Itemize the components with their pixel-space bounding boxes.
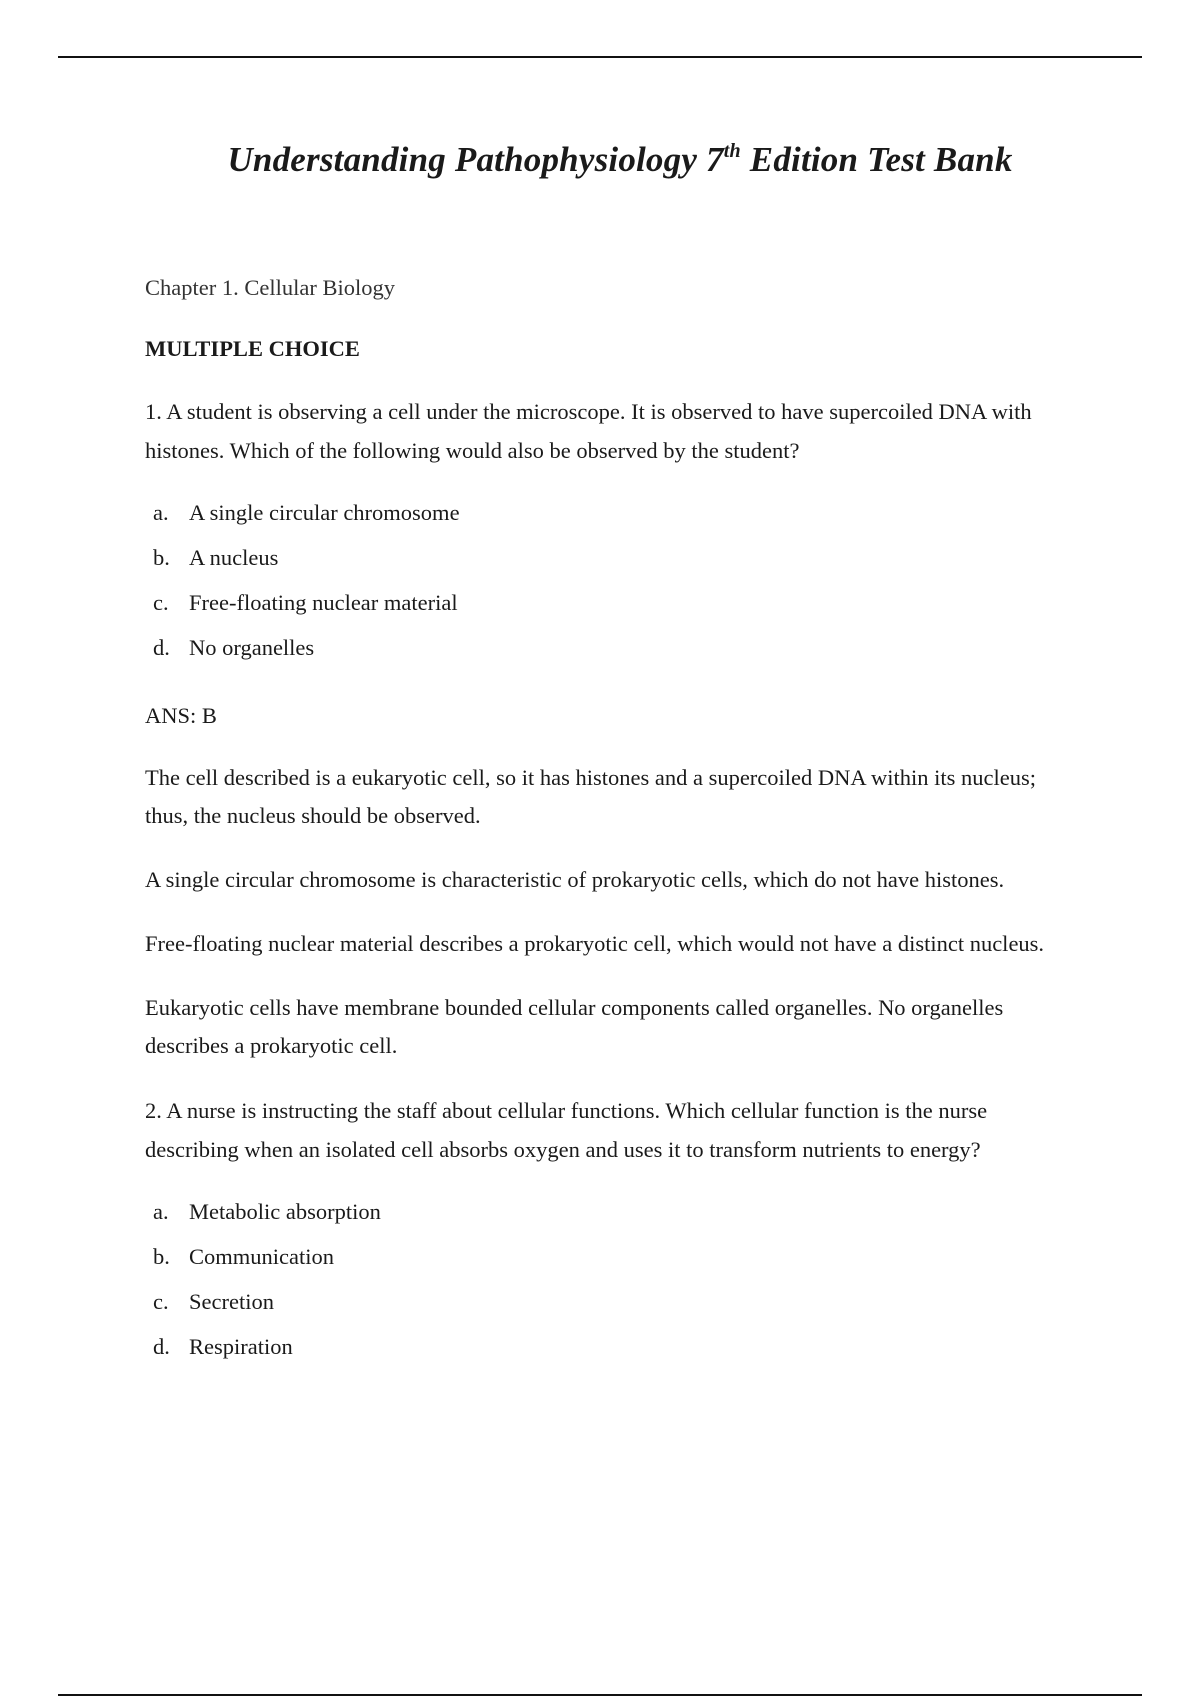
option-item: d. Respiration <box>153 1334 293 1359</box>
top-rule <box>58 56 1142 58</box>
option-item: b. A nucleus <box>153 545 279 570</box>
bottom-rule <box>58 1694 1142 1696</box>
option-item: b. Communication <box>153 1244 334 1269</box>
explanation-paragraph: Free-floating nuclear material describes a prokaryotic cell, which would not have a distinct nucleus. <box>145 931 1045 956</box>
question-1-text: 1. A student is observing a cell under the microscope. It is observed to have supercoiled DNA with histones. Which of the following would also be observed by the student? <box>145 399 1032 463</box>
option-item: c. Secretion <box>153 1289 274 1314</box>
document-body <box>145 268 1075 1395</box>
explanation-paragraph: Eukaryotic cells have membrane bounded cellular components called organelles. No organelles describes a prokaryotic cell. <box>145 995 1004 1058</box>
option-item: a. A single circular chromosome <box>153 500 460 525</box>
section-heading: MULTIPLE CHOICE <box>145 336 360 361</box>
question-1-options <box>153 490 1075 670</box>
answer-key: ANS: B <box>145 703 217 728</box>
option-item: c. Free-floating nuclear material <box>153 590 458 615</box>
document-title: Understanding Pathophysiology 7th Edition Test Bank <box>227 140 1013 179</box>
explanation-paragraph: The cell described is a eukaryotic cell, so it has histones and a supercoiled DNA within its nucleus; thus, the nucleus should be observed. <box>145 765 1037 828</box>
chapter-title: Chapter 1. Cellular Biology <box>145 275 395 300</box>
explanation-paragraph: A single circular chromosome is characteristic of prokaryotic cells, which do not have histones. <box>145 867 1005 892</box>
question-2-options <box>153 1189 1075 1369</box>
option-item: d. No organelles <box>153 635 315 660</box>
question-2-text: 2. A nurse is instructing the staff about cellular functions. Which cellular function is the nurse describing when an isolated cell absorbs oxygen and uses it to transform nutrients to energy? <box>145 1098 988 1162</box>
option-item: a. Metabolic absorption <box>153 1199 381 1224</box>
